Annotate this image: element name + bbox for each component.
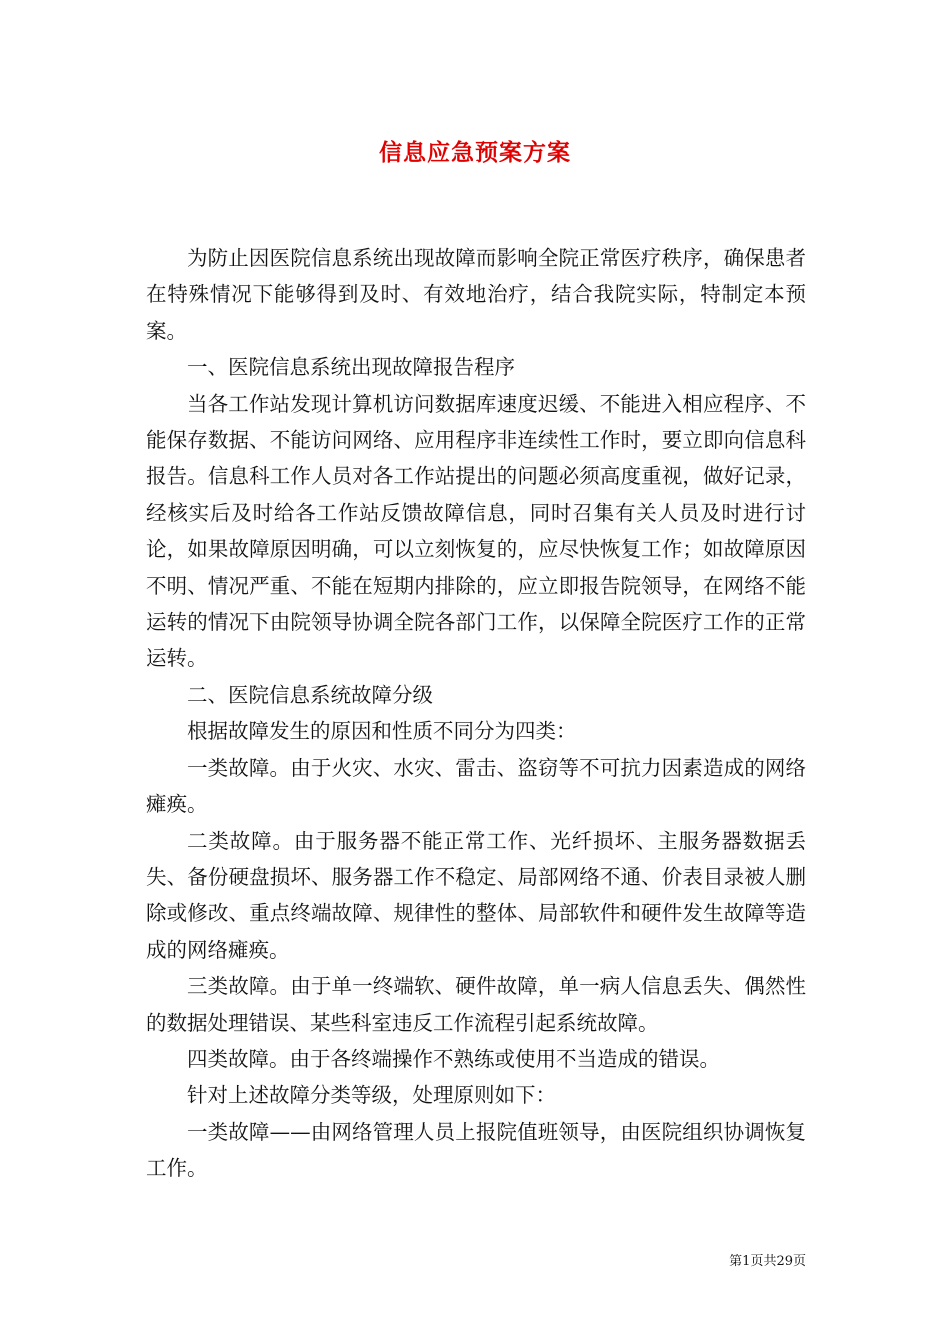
section-heading: 一、医院信息系统出现故障报告程序 (187, 355, 515, 380)
paragraph: 三类故障。由于单一终端软、硬件故障，单一病人信息丢失、偶然性的数据处理错误、某些科室违反工作流程引起系统故障。 (146, 974, 806, 1035)
paragraph: 当各工作站发现计算机访问数据库速度迟缓、不能进入相应程序、不能保存数据、不能访问网络、应用程序非连续性工作时，要立即向信息科报告。信息科工作人员对各工作站提出的问题必须高度重视，做好记录，经核实后及时给各工作站反馈故障信息，同时召集有关人员及时进行讨论，如果故障原因明确，可以立刻恢复的，应尽快恢复工作；如故障原因不明、情况严重、不能在短期内排除的，应立即报告院领导，在网络不能运转的情况下由院领导协调全院各部门工作，以保障全院医疗工作的正常运转。 (146, 391, 806, 671)
paragraph: 一类故障。由于火灾、水灾、雷击、盗窃等不可抗力因素造成的网络瘫痪。 (146, 755, 806, 817)
paragraph: 四类故障。由于各终端操作不熟练或使用不当造成的错误。 (187, 1046, 720, 1071)
section-heading: 二、医院信息系统故障分级 (187, 682, 433, 707)
document-title: 信息应急预案方案 (379, 140, 571, 166)
paragraph: 一类故障——由网络管理人员上报院值班领导，由医院组织协调恢复工作。 (146, 1119, 806, 1181)
page-footer: 第1页共29页 (729, 1254, 806, 1269)
paragraph: 针对上述故障分类等级，处理原则如下： (187, 1083, 556, 1108)
paragraph: 根据故障发生的原因和性质不同分为四类： (187, 719, 577, 744)
document-body (146, 240, 806, 1187)
paragraph: 二类故障。由于服务器不能正常工作、光纤损坏、主服务器数据丢失、备份硬盘损坏、服务器工作不稳定、局部网络不通、价表目录被人删除或修改、重点终端故障、规律性的整体、局部软件和硬件发生故障等造成的网络瘫痪。 (146, 828, 806, 962)
paragraph: 为防止因医院信息系统出现故障而影响全院正常医疗秩序，确保患者在特殊情况下能够得到及时、有效地治疗，结合我院实际，特制定本预案。 (146, 246, 806, 343)
